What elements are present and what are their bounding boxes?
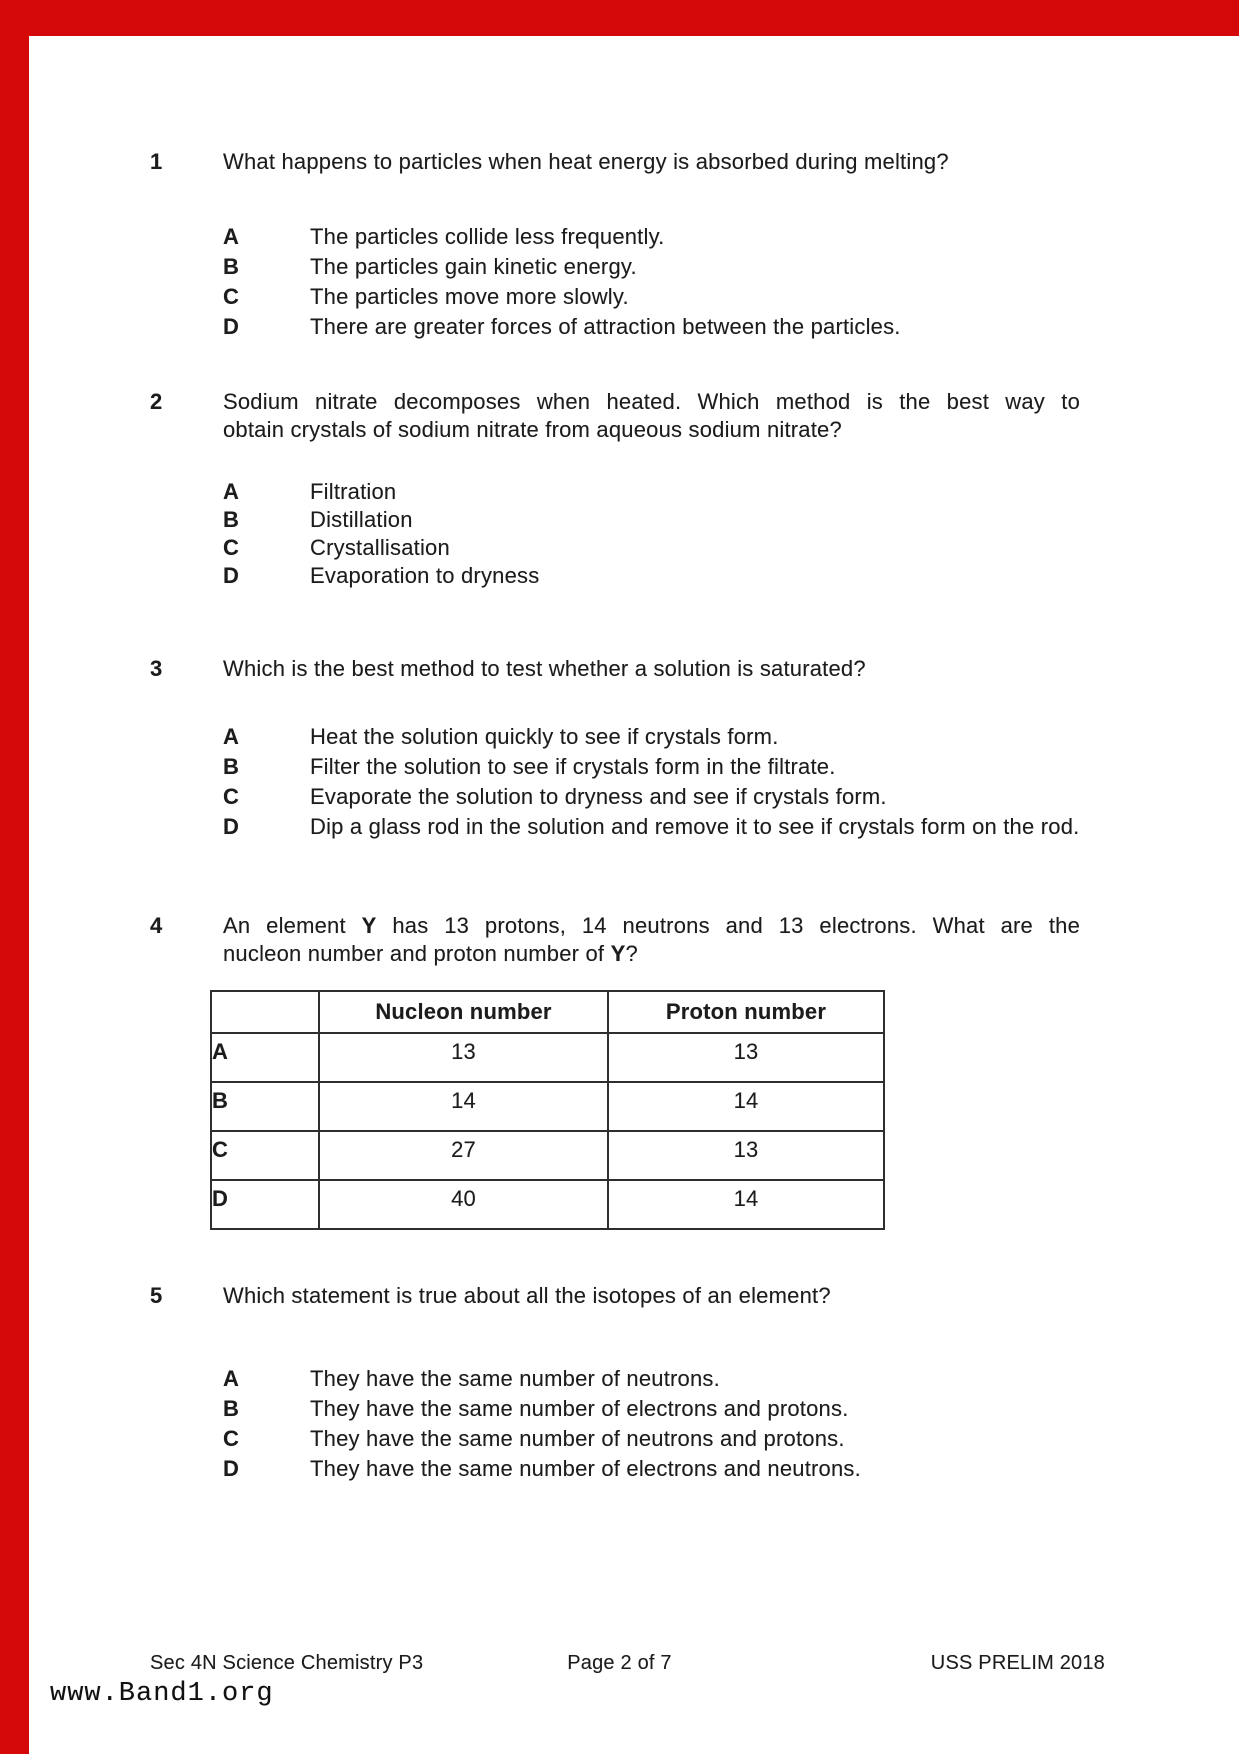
option-letter: B xyxy=(223,507,240,532)
question-5-options xyxy=(223,1364,1080,1484)
table-row xyxy=(211,1180,884,1229)
question-4-line2-post: ? xyxy=(625,941,638,966)
option-row xyxy=(223,722,1080,752)
option-row xyxy=(223,812,1080,842)
option-letter: B xyxy=(223,754,240,779)
question-1-text: What happens to particles when heat energy is absorbed during melting? xyxy=(223,149,949,174)
question-4-line2-pre: nucleon number and proton number of xyxy=(223,941,611,966)
table-row-letter: B xyxy=(211,1082,319,1131)
option-row xyxy=(223,282,1080,312)
question-3-number: 3 xyxy=(150,656,163,681)
question-4-number: 4 xyxy=(150,913,163,938)
footer-exam-name: USS PRELIM 2018 xyxy=(930,1652,1105,1674)
footer-paper-title: Sec 4N Science Chemistry P3 xyxy=(150,1652,424,1674)
table-row xyxy=(211,1131,884,1180)
option-row xyxy=(223,312,1080,342)
question-1-options xyxy=(223,222,1080,342)
question-4-text xyxy=(223,912,1080,968)
option-text: Heat the solution quickly to see if crystals form. xyxy=(310,724,779,749)
option-text: The particles gain kinetic energy. xyxy=(310,254,637,279)
option-letter: B xyxy=(223,1396,240,1421)
option-text: Filtration xyxy=(310,479,397,504)
option-letter: D xyxy=(223,1456,240,1481)
table-row xyxy=(211,1082,884,1131)
element-symbol-y: Y xyxy=(610,941,626,966)
option-letter: D xyxy=(223,563,240,588)
option-text: Evaporate the solution to dryness and see if crystals form. xyxy=(310,784,887,809)
question-5-number: 5 xyxy=(150,1283,163,1308)
option-text: The particles move more slowly. xyxy=(310,284,629,309)
option-text: The particles collide less frequently. xyxy=(310,224,665,249)
question-1-stem xyxy=(150,148,1080,176)
option-text: Crystallisation xyxy=(310,535,450,560)
table-header-proton-number: Proton number xyxy=(608,991,884,1033)
option-letter: A xyxy=(223,224,240,249)
question-4-line1-pre: An element xyxy=(223,913,362,938)
proton-value: 13 xyxy=(608,1131,884,1180)
watermark-band1-url: www.Band1.org xyxy=(50,1679,274,1709)
proton-value: 14 xyxy=(608,1082,884,1131)
option-text: Filter the solution to see if crystals form in the filtrate. xyxy=(310,754,836,779)
option-row xyxy=(223,1424,1080,1454)
option-row xyxy=(223,782,1080,812)
table-header-blank xyxy=(211,991,319,1033)
option-text: They have the same number of neutrons. xyxy=(310,1366,720,1391)
question-3-text: Which is the best method to test whether a solution is saturated? xyxy=(223,656,866,681)
table-header-nucleon-number: Nucleon number xyxy=(319,991,608,1033)
q4-answer-table xyxy=(210,990,885,1230)
table-row xyxy=(211,1033,884,1082)
option-text: They have the same number of neutrons and protons. xyxy=(310,1426,845,1451)
option-letter: C xyxy=(223,1426,240,1451)
option-text: They have the same number of electrons and protons. xyxy=(310,1396,849,1421)
option-text: Distillation xyxy=(310,507,413,532)
question-2-number: 2 xyxy=(150,389,163,414)
nucleon-value: 14 xyxy=(319,1082,608,1131)
option-letter: A xyxy=(223,479,240,504)
question-4-line1-post: has 13 protons, 14 neutrons and 13 electrons. What are the xyxy=(376,913,1080,938)
option-row xyxy=(223,1364,1080,1394)
question-2-text xyxy=(223,388,1080,444)
option-letter: D xyxy=(223,314,240,339)
option-row xyxy=(223,1454,1080,1484)
question-3-stem xyxy=(150,655,1080,683)
table-row-letter: D xyxy=(211,1180,319,1229)
question-2-stem xyxy=(150,388,1080,444)
question-2-options xyxy=(223,478,1080,590)
proton-value: 14 xyxy=(608,1180,884,1229)
option-letter: C xyxy=(223,784,240,809)
question-4-line1 xyxy=(223,912,1080,940)
question-5-text: Which statement is true about all the isotopes of an element? xyxy=(223,1283,831,1308)
option-letter: B xyxy=(223,254,240,279)
option-text: Evaporation to dryness xyxy=(310,563,540,588)
question-4-line2 xyxy=(223,940,1080,968)
option-row xyxy=(223,478,1080,506)
question-1-number: 1 xyxy=(150,149,163,174)
option-text: Dip a glass rod in the solution and remove it to see if crystals form on the rod. xyxy=(310,814,1080,839)
scan-border-left xyxy=(0,0,29,1754)
footer-page-number: Page 2 of 7 xyxy=(567,1652,672,1674)
option-letter: D xyxy=(223,814,240,839)
option-letter: C xyxy=(223,284,240,309)
option-text: There are greater forces of attraction between the particles. xyxy=(310,314,901,339)
option-row xyxy=(223,222,1080,252)
option-row xyxy=(223,1394,1080,1424)
option-row xyxy=(223,506,1080,534)
element-symbol-y: Y xyxy=(361,913,377,938)
question-2-line1: Sodium nitrate decomposes when heated. Which method is the best way to xyxy=(223,389,1080,414)
option-letter: A xyxy=(223,1366,240,1391)
option-letter: C xyxy=(223,535,240,560)
question-2-line2: obtain crystals of sodium nitrate from aqueous sodium nitrate? xyxy=(223,417,842,442)
table-row-letter: A xyxy=(211,1033,319,1082)
nucleon-value: 40 xyxy=(319,1180,608,1229)
question-3-options xyxy=(223,722,1080,842)
question-5-stem xyxy=(150,1282,1080,1310)
option-letter: A xyxy=(223,724,240,749)
nucleon-value: 27 xyxy=(319,1131,608,1180)
nucleon-value: 13 xyxy=(319,1033,608,1082)
scan-border-top xyxy=(0,0,1239,36)
option-text: They have the same number of electrons and neutrons. xyxy=(310,1456,861,1481)
option-row xyxy=(223,562,1080,590)
question-4-stem xyxy=(150,912,1080,968)
option-row xyxy=(223,752,1080,782)
table-header-row xyxy=(211,991,884,1033)
table-row-letter: C xyxy=(211,1131,319,1180)
proton-value: 13 xyxy=(608,1033,884,1082)
option-row xyxy=(223,534,1080,562)
option-row xyxy=(223,252,1080,282)
